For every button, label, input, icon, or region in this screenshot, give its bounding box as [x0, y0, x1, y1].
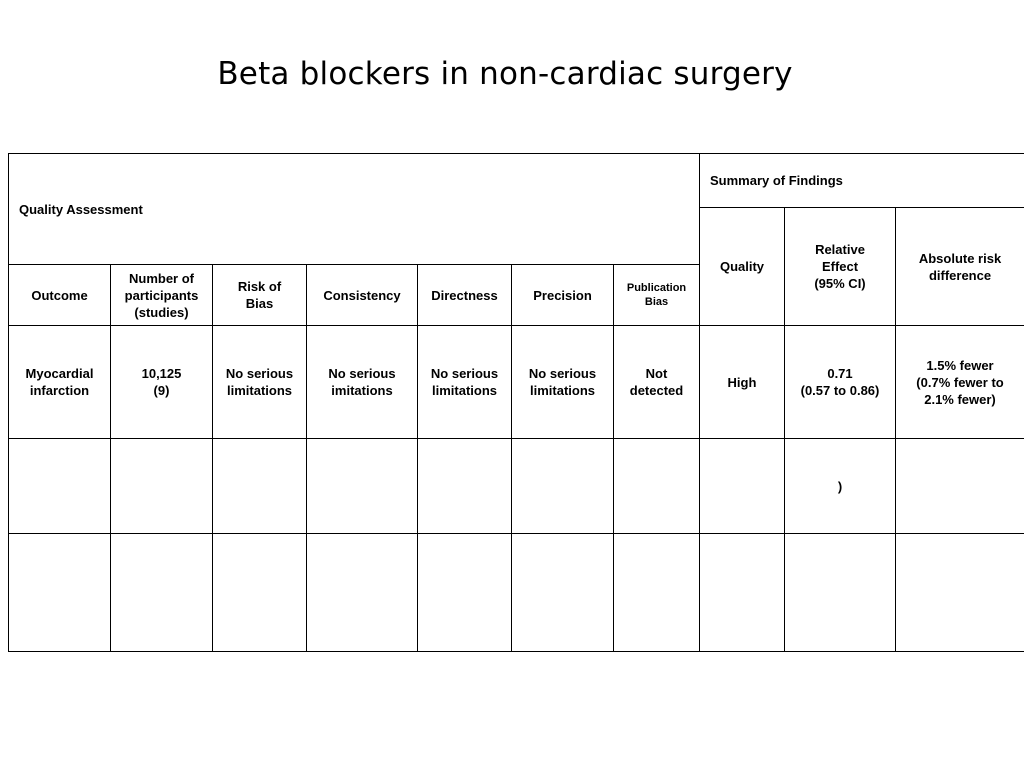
risk-of-bias-header-line: Bias [245, 296, 274, 311]
publication-bias-cell [614, 326, 700, 439]
cell-line: No serious [328, 366, 396, 381]
cell-line: Not [645, 366, 668, 381]
cell-line: 2.1% fewer) [924, 391, 996, 407]
table-row [9, 534, 1024, 652]
header-row-top [9, 154, 1024, 208]
consistency-cell [307, 534, 418, 652]
grade-evidence-table [8, 153, 1024, 652]
slide-title: Beta blockers in non-cardiac surgery [217, 56, 793, 92]
cell-line: limitations [529, 383, 595, 398]
relative-effect-header-line: (95% CI) [814, 276, 866, 291]
cell-line: No serious [225, 366, 294, 381]
cell-line: detected [629, 383, 684, 398]
risk-of-bias-cell [213, 326, 307, 439]
directness-cell [418, 439, 512, 534]
cell-line: 0.71 [827, 366, 853, 381]
outcome-cell [9, 534, 111, 652]
quality-cell [700, 439, 785, 534]
quality-cell: High [700, 326, 785, 439]
publication-bias-header-line: Publication [626, 282, 687, 294]
absolute-risk-header-line: difference [928, 267, 992, 283]
outcome-header: Outcome [9, 265, 111, 326]
cell-line: Myocardial [25, 366, 94, 381]
risk-of-bias-cell [213, 439, 307, 534]
cell-line: imitations [331, 383, 393, 398]
relative-effect-header-line: Relative [815, 242, 865, 257]
cell-line: (0.57 to 0.86) [800, 383, 880, 398]
publication-bias-header [614, 265, 700, 326]
relative-effect-cell: ) [785, 439, 896, 534]
cell-line: (9) [153, 383, 170, 398]
quality-cell [700, 534, 785, 652]
directness-cell [418, 326, 512, 439]
precision-header: Precision [512, 265, 614, 326]
precision-cell [512, 326, 614, 439]
publication-bias-cell [614, 439, 700, 534]
participants-header-line: participants [124, 287, 199, 303]
relative-effect-cell [785, 326, 896, 439]
absolute-risk-cell [896, 534, 1024, 652]
cell-line: (0.7% fewer to [916, 374, 1004, 390]
consistency-cell [307, 326, 418, 439]
participants-cell [111, 326, 213, 439]
risk-of-bias-cell [213, 534, 307, 652]
quality-assessment-header: Quality Assessment [9, 154, 700, 265]
absolute-risk-cell [896, 326, 1024, 439]
table-row [9, 439, 1024, 534]
absolute-risk-header-line: Absolute risk [918, 250, 1002, 266]
precision-cell [512, 439, 614, 534]
absolute-risk-header [896, 208, 1024, 326]
participants-header-line: (studies) [134, 304, 189, 320]
participants-cell [111, 534, 213, 652]
risk-of-bias-header-line: Risk of [237, 279, 282, 294]
participants-header-line: Number of [129, 270, 194, 286]
table-row [9, 326, 1024, 439]
cell-line: infarction [29, 383, 90, 398]
outcome-cell [9, 326, 111, 439]
directness-header: Directness [418, 265, 512, 326]
cell-line: limitations [226, 383, 292, 398]
cell-line: 10,125 [141, 366, 182, 381]
cell-line: 1.5% fewer [926, 357, 994, 373]
absolute-risk-cell [896, 439, 1024, 534]
consistency-header: Consistency [307, 265, 418, 326]
participants-cell [111, 439, 213, 534]
relative-effect-header-line: Effect [821, 259, 859, 274]
cell-line: No serious [528, 366, 597, 381]
publication-bias-cell [614, 534, 700, 652]
participants-header [111, 265, 213, 326]
directness-cell [418, 534, 512, 652]
precision-cell [512, 534, 614, 652]
relative-effect-cell [785, 534, 896, 652]
outcome-cell [9, 439, 111, 534]
summary-of-findings-header: Summary of Findings [700, 154, 1024, 208]
relative-effect-header [785, 208, 896, 326]
risk-of-bias-header [213, 265, 307, 326]
quality-header: Quality [700, 208, 785, 326]
consistency-cell [307, 439, 418, 534]
cell-line: No serious [430, 366, 499, 381]
cell-line: limitations [431, 383, 497, 398]
publication-bias-header-line: Bias [644, 296, 669, 308]
